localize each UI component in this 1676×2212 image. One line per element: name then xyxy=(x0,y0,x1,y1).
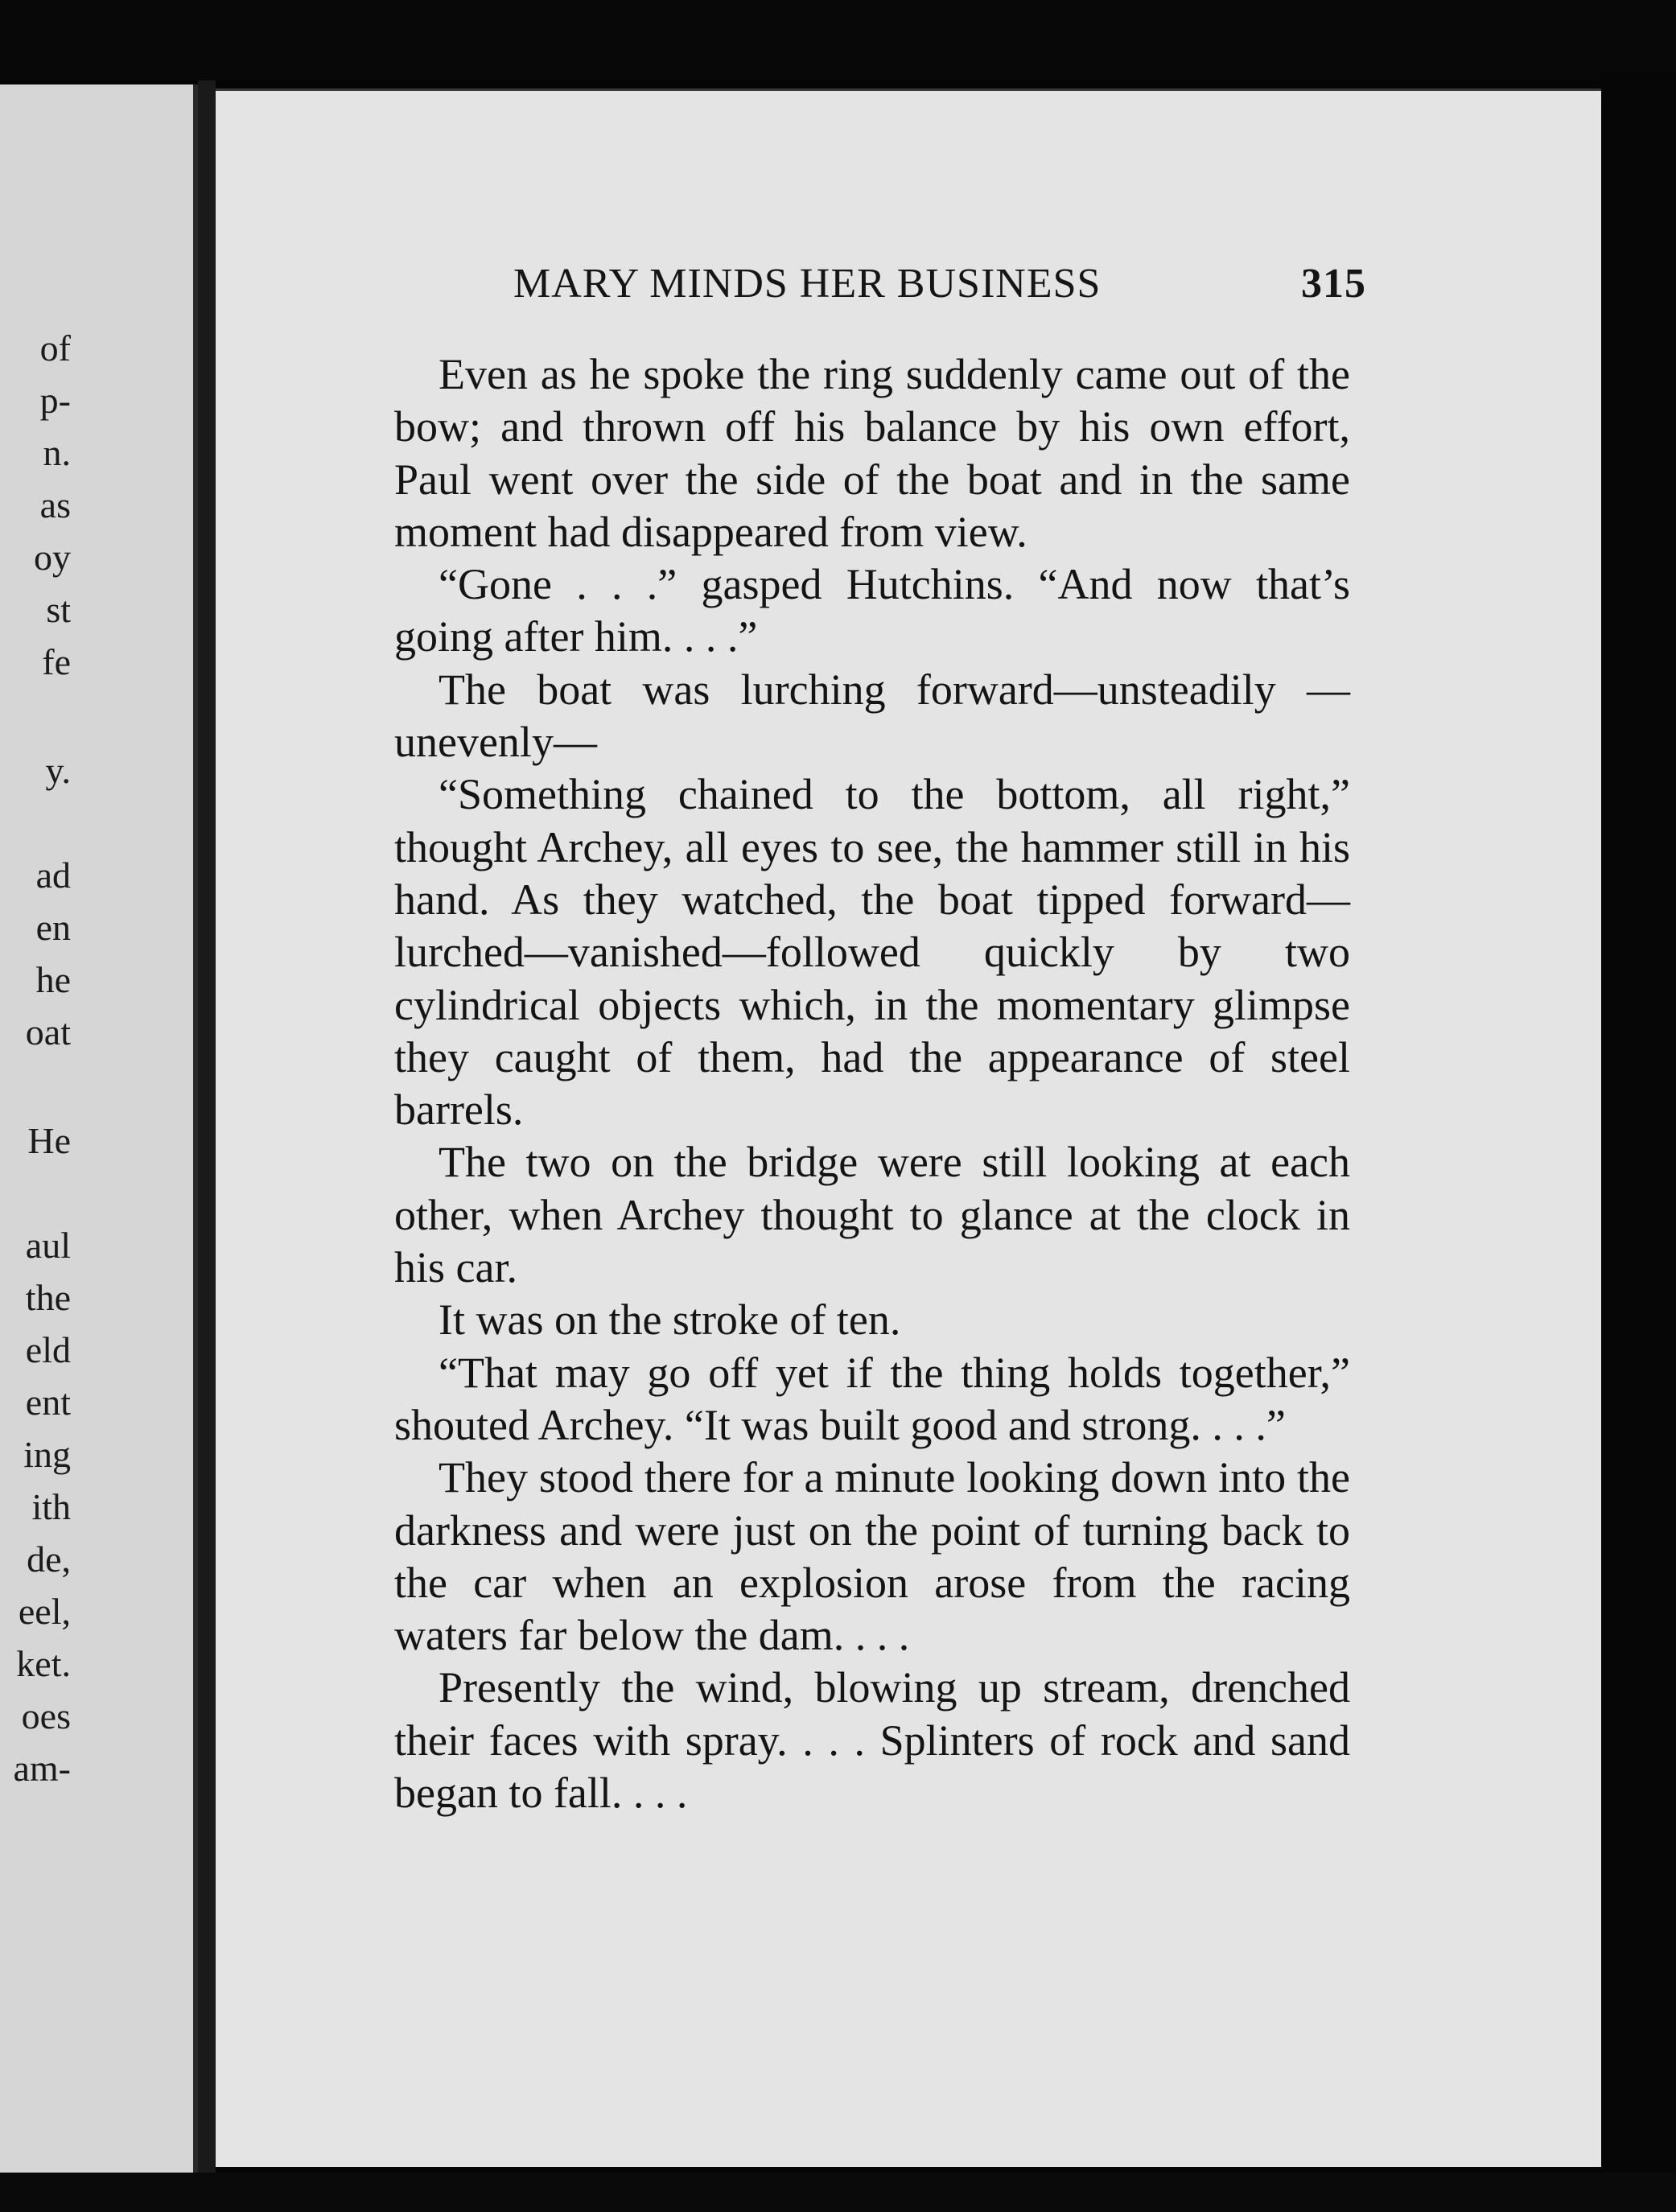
previous-page-fragment: eld xyxy=(25,1329,71,1370)
previous-page-fragment: aul xyxy=(25,1225,71,1266)
book-gutter xyxy=(198,80,216,2181)
paragraph: They stood there for a minute looking down into the darkness and were just on the point of turning back to the car when an explosion arose from the racing waters far below the dam. . . . xyxy=(394,1453,1350,1660)
previous-page-fragment: oes xyxy=(21,1695,71,1736)
previous-page-edge xyxy=(0,84,198,2177)
previous-page-fragment: en xyxy=(35,907,71,948)
previous-page-fragment: ith xyxy=(31,1486,71,1527)
page-number: 315 xyxy=(1301,261,1366,307)
previous-page-fragment: de, xyxy=(27,1539,71,1580)
previous-page-fragment: he xyxy=(35,959,71,1000)
previous-page-fragment: n. xyxy=(43,432,71,473)
previous-page-fragment: as xyxy=(39,484,71,525)
paragraph: “Something chained to the bottom, all right,” thought Archey, all eyes to see, the hammer still in his hand. As they watched, the boat tipped forward—lurched—vanished—followed quickly by two cylindrical objects which, in the momentary glimpse they caught of them, had the appearance of steel barrels. xyxy=(394,770,1350,1135)
paragraph: Presently the wind, blowing up stream, drenched their faces with spray. . . . Splinters of rock and sand began to fall. . . . xyxy=(394,1663,1350,1818)
previous-page-fragment: oy xyxy=(34,537,71,578)
previous-page-fragment: oat xyxy=(25,1011,71,1052)
paragraph: It was on the stroke of ten. xyxy=(439,1295,901,1345)
paragraph: “That may go off yet if the thing holds together,” shouted Archey. “It was built good and strong. . . .” xyxy=(394,1348,1350,1449)
previous-page-fragment: of xyxy=(39,327,71,369)
paragraph: The two on the bridge were still looking at each other, when Archey thought to glance at the clock in his car. xyxy=(394,1138,1350,1292)
book-page xyxy=(216,89,1601,2167)
previous-page-fragment: fe xyxy=(42,641,71,682)
previous-page-fragment: st xyxy=(46,589,71,630)
scan-top-border xyxy=(0,0,1676,80)
running-head: MARY MINDS HER BUSINESS xyxy=(513,261,1102,307)
paragraph: The boat was lurching forward—unsteadily —unevenly— xyxy=(394,665,1350,767)
page-body xyxy=(394,348,1350,1819)
previous-page-fragment: eel, xyxy=(18,1591,71,1632)
previous-page-fragment: He xyxy=(27,1120,71,1161)
previous-page-fragment: the xyxy=(25,1277,71,1318)
paragraph: “Gone . . .” gasped Hutchins. “And now that’s going after him. . . .” xyxy=(394,560,1350,661)
previous-page-fragment: am- xyxy=(13,1748,71,1789)
paragraph: Even as he spoke the ring suddenly came out of the bow; and thrown off his balance by his own effort, Paul went over the side of the boat and in the same moment had disappeared from view. xyxy=(394,350,1350,556)
scan-bottom-border xyxy=(0,2173,1676,2212)
scan-right-border xyxy=(1601,72,1676,2197)
previous-page-fragment: ent xyxy=(25,1382,71,1423)
previous-page-fragment: y. xyxy=(45,750,71,791)
previous-page-fragment: ket. xyxy=(16,1643,71,1684)
previous-page-fragment: p- xyxy=(39,380,71,421)
previous-page-fragment: ad xyxy=(35,855,71,896)
previous-page-fragment: ing xyxy=(23,1434,71,1475)
